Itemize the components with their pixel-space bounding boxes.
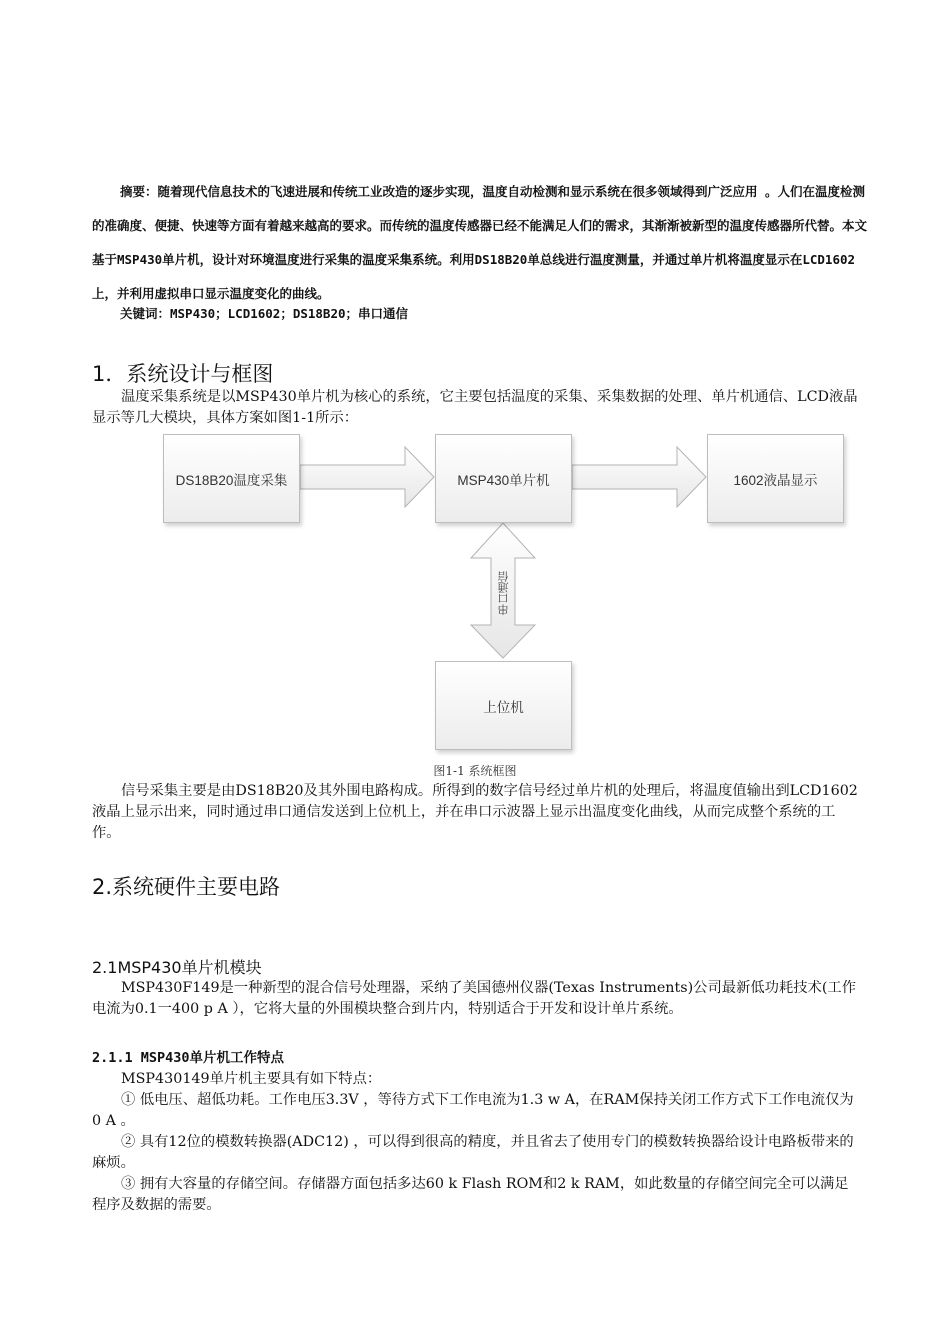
subsection-2-1-1-heading: 2.1.1 MSP430单片机工作特点 bbox=[92, 1050, 285, 1066]
subsection-2-1-heading: 2.1MSP430单片机模块 bbox=[92, 958, 262, 977]
feature-item-2: ② 具有12位的模数转换器(ADC12) ，可以得到很高的精度，并且省去了使用专门的模数转换器给设计电路板带来的麻烦。 bbox=[92, 1134, 854, 1171]
arrow-label-serial-comm: 串口通信 bbox=[497, 571, 510, 615]
section-1-heading: 1．系统设计与框图 bbox=[92, 362, 274, 386]
keywords-line: 关键词：MSP430；LCD1602；DS18B20；串口通信 bbox=[120, 306, 409, 321]
arrow-sensor-to-mcu bbox=[300, 447, 434, 507]
abstract-paragraph: 摘要：随着现代信息技术的飞速进展和传统工业改造的逐步实现，温度自动检测和显示系统在很多领域得到广泛应用 。人们在温度检测的准确度、便捷、快速等方面有着越来越高的要求。而传统的温度传感器已经不能满足人们的需求，其渐渐被新型的温度传感器所代替。本文基于MSP430单片机，设计对环境温度进行采集的温度采集系统。利用DS18B20单总线进行温度测量，并通过单片机将温度显示在LCD1602上，并利用虚拟串口显示温度变化的曲线。 bbox=[92, 184, 868, 301]
arrow-mcu-to-display bbox=[572, 447, 706, 507]
box-lcd1602-display: 1602液晶显示 bbox=[707, 434, 844, 523]
box-host-computer: 上位机 bbox=[435, 661, 572, 750]
feature-item-3: ③ 拥有大容量的存储空间。存储器方面包括多达60 k Flash ROM和2 k RAM，如此数量的存储空间完全可以满足程序及数据的需要。 bbox=[92, 1176, 849, 1213]
subsection-2-1-1-intro: MSP430149单片机主要具有如下特点： bbox=[121, 1071, 382, 1087]
box-ds18b20-sensor: DS18B20温度采集 bbox=[163, 434, 300, 523]
section-1-intro: 温度采集系统是以MSP430单片机为核心的系统，它主要包括温度的采集、采集数据的处理、单片机通信、LCD液晶显示等几大模块，具体方案如图1-1所示： bbox=[92, 389, 858, 426]
box-msp430-mcu: MSP430单片机 bbox=[435, 434, 572, 523]
feature-item-1: ① 低电压、超低功耗。工作电压3.3V ，等待方式下工作电流为1.3 w A，在RAM保持关闭工作方式下工作电流仅为0 A 。 bbox=[92, 1092, 854, 1129]
system-block-diagram bbox=[0, 425, 950, 760]
section-1-body: 信号采集主要是由DS18B20及其外围电路构成。所得到的数字信号经过单片机的处理后，将温度值输出到LCD1602液晶上显示出来，同时通过串口通信发送到上位机上，并在串口示波器上显示出温度变化曲线，从而完成整个系统的工作。 bbox=[92, 783, 858, 841]
arrow-label-wrapper bbox=[493, 563, 515, 623]
subsection-2-1-body: MSP430F149是一种新型的混合信号处理器，采纳了美国德州仪器(Texas Instruments)公司最新低功耗技术(工作电流为0.1一400 p A ），它将大量的外围模块整合到片内，特别适合于开发和设计单片系统。 bbox=[92, 980, 857, 1017]
section-2-heading: 2.系统硬件主要电路 bbox=[92, 875, 281, 899]
figure-caption: 图1-1 系统框图 bbox=[433, 764, 517, 778]
